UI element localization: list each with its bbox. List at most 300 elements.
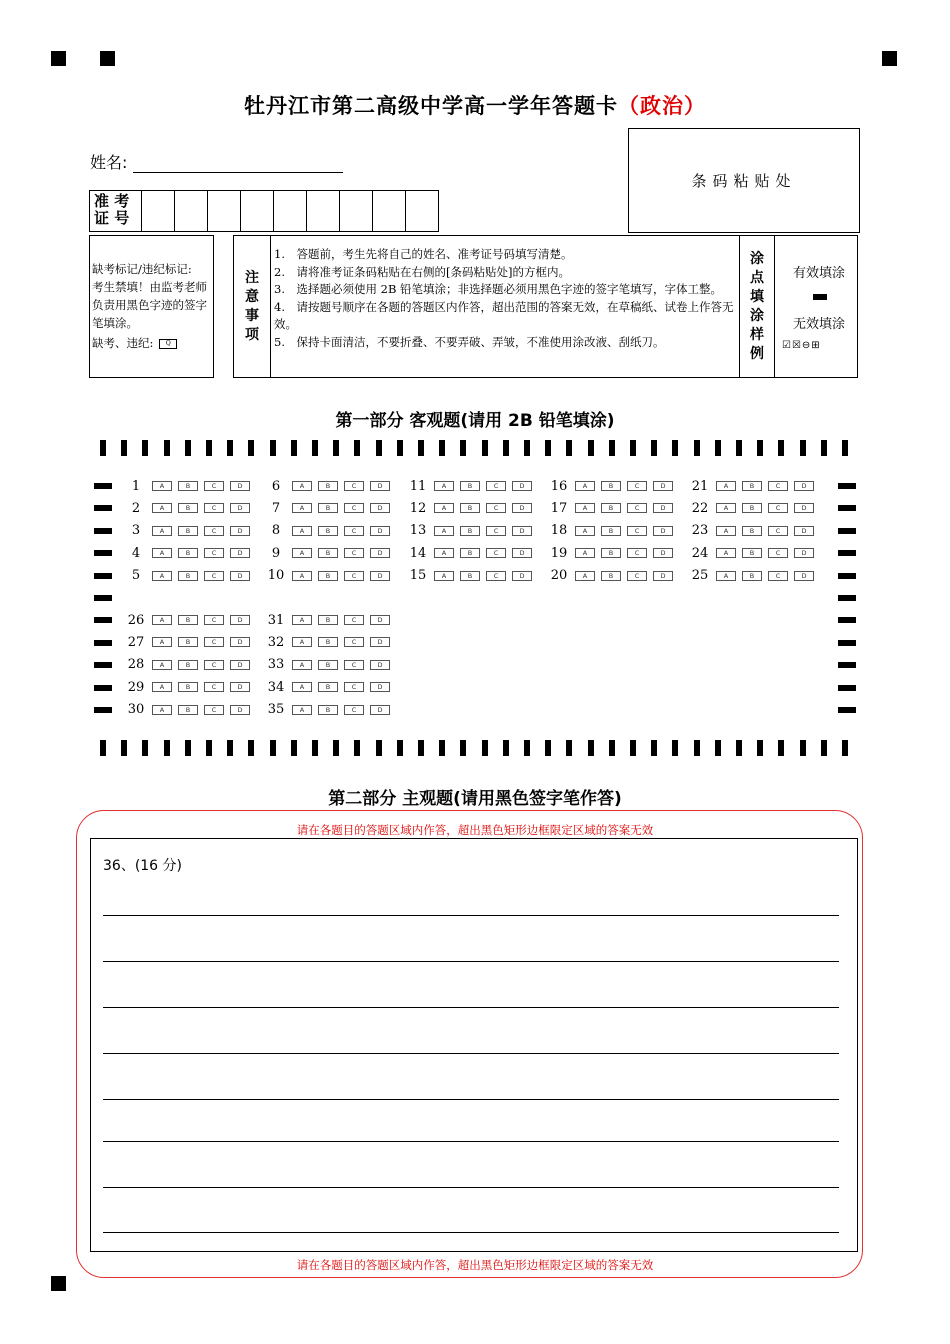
- question-number: 28: [127, 657, 145, 673]
- option-bubble-b[interactable]: B: [178, 571, 198, 581]
- question-row: [543, 546, 679, 560]
- option-bubble-d[interactable]: D: [230, 615, 250, 625]
- timing-mark: [736, 740, 742, 756]
- timing-marks-bottom: [100, 740, 852, 756]
- question-row: [543, 501, 679, 515]
- timing-mark: [651, 740, 657, 756]
- sample-label-char: 涂: [750, 307, 764, 324]
- timing-mark: [588, 740, 594, 756]
- option-bubble-a[interactable]: A: [292, 705, 312, 715]
- option-bubble-b[interactable]: B: [460, 503, 480, 513]
- option-bubble-c[interactable]: C: [344, 548, 364, 558]
- timing-mark: [397, 740, 403, 756]
- timing-mark: [694, 740, 700, 756]
- question-row: [260, 524, 396, 538]
- option-bubble-d[interactable]: D: [370, 481, 390, 491]
- option-bubble-c[interactable]: C: [486, 503, 506, 513]
- option-bubble-c[interactable]: C: [204, 660, 224, 670]
- option-bubble-d[interactable]: D: [653, 571, 673, 581]
- notice-label-char: 项: [245, 326, 259, 343]
- timing-mark: [800, 440, 806, 456]
- option-bubble-a[interactable]: A: [292, 548, 312, 558]
- option-bubble-b[interactable]: B: [318, 481, 338, 491]
- valid-fill-label: 有效填涂: [792, 266, 845, 281]
- corner-marker-top-left-2: [100, 51, 115, 66]
- subject-text: （政治）: [618, 94, 706, 118]
- timing-mark: [227, 740, 233, 756]
- absence-mark-box: [89, 235, 214, 378]
- option-bubble-b[interactable]: B: [742, 481, 762, 491]
- option-bubble-d[interactable]: D: [230, 660, 250, 670]
- timing-mark: [270, 740, 276, 756]
- page-title: [0, 90, 950, 120]
- notice-items: [274, 246, 736, 351]
- timing-mark: [609, 440, 615, 456]
- option-bubble-d[interactable]: D: [794, 526, 814, 536]
- question-number: 2: [131, 500, 141, 516]
- question-number: 13: [409, 523, 427, 539]
- timing-mark: [503, 440, 509, 456]
- option-bubble-d[interactable]: D: [794, 571, 814, 581]
- timing-mark: [354, 440, 360, 456]
- option-bubble-c[interactable]: C: [204, 526, 224, 536]
- notice-label-char: 事: [245, 307, 259, 324]
- absence-line3-row: [92, 334, 211, 352]
- option-bubble-a[interactable]: A: [575, 526, 595, 536]
- option-bubble-d[interactable]: D: [653, 503, 673, 513]
- option-bubble-c[interactable]: C: [627, 503, 647, 513]
- option-bubble-b[interactable]: B: [318, 526, 338, 536]
- answer-line: [103, 1099, 839, 1100]
- option-bubble-d[interactable]: D: [230, 682, 250, 692]
- option-bubble-a[interactable]: A: [575, 571, 595, 581]
- option-bubble-a[interactable]: A: [152, 705, 172, 715]
- option-bubble-a[interactable]: A: [716, 571, 736, 581]
- option-bubble-c[interactable]: C: [627, 571, 647, 581]
- option-bubble-d[interactable]: D: [370, 548, 390, 558]
- option-bubble-d[interactable]: D: [370, 615, 390, 625]
- question-number: 31: [267, 612, 285, 628]
- timing-mark: [842, 740, 848, 756]
- timing-mark: [524, 740, 530, 756]
- option-bubble-c[interactable]: C: [204, 503, 224, 513]
- option-bubble-d[interactable]: D: [230, 526, 250, 536]
- side-mark: [838, 505, 856, 511]
- side-mark: [94, 573, 112, 579]
- option-bubble-c[interactable]: C: [204, 481, 224, 491]
- option-bubble-c[interactable]: C: [486, 548, 506, 558]
- option-bubble-c[interactable]: C: [627, 548, 647, 558]
- option-bubble-a[interactable]: A: [152, 526, 172, 536]
- side-mark: [838, 528, 856, 534]
- side-mark: [94, 505, 112, 511]
- option-bubble-a[interactable]: A: [292, 660, 312, 670]
- option-bubble-c[interactable]: C: [768, 481, 788, 491]
- option-bubble-a[interactable]: A: [716, 503, 736, 513]
- question-row: [260, 658, 396, 672]
- question-number: 15: [409, 568, 427, 584]
- option-bubble-b[interactable]: B: [601, 571, 621, 581]
- timing-mark: [694, 440, 700, 456]
- option-bubble-b[interactable]: B: [178, 637, 198, 647]
- timing-mark: [503, 740, 509, 756]
- exam-id-cell[interactable]: [175, 191, 208, 231]
- question-number: 5: [131, 568, 141, 584]
- option-bubble-c[interactable]: C: [344, 705, 364, 715]
- option-bubble-b[interactable]: B: [178, 682, 198, 692]
- question-row: [402, 524, 538, 538]
- option-bubble-a[interactable]: A: [575, 481, 595, 491]
- timing-mark: [842, 440, 848, 456]
- option-bubble-a[interactable]: A: [152, 481, 172, 491]
- question-row: [543, 479, 679, 493]
- option-bubble-d[interactable]: D: [370, 637, 390, 647]
- timing-mark: [630, 740, 636, 756]
- option-bubble-d[interactable]: D: [230, 503, 250, 513]
- side-mark: [94, 617, 112, 623]
- option-bubble-d[interactable]: D: [512, 526, 532, 536]
- option-bubble-c[interactable]: C: [204, 682, 224, 692]
- question-row: [120, 501, 256, 515]
- exam-id-cell[interactable]: [340, 191, 373, 231]
- option-bubble-b[interactable]: B: [318, 637, 338, 647]
- name-input-line[interactable]: [133, 158, 343, 173]
- exam-id-cell[interactable]: [307, 191, 340, 231]
- timing-mark: [100, 740, 106, 756]
- option-bubble-a[interactable]: A: [152, 660, 172, 670]
- side-mark: [94, 685, 112, 691]
- exam-id-cell[interactable]: [208, 191, 241, 231]
- option-bubble-c[interactable]: C: [344, 660, 364, 670]
- option-bubble-d[interactable]: D: [370, 503, 390, 513]
- warning-bottom: 请在各题目的答题区域内作答，超出黑色矩形边框限定区域的答案无效: [296, 1258, 654, 1272]
- absence-line3: 缺考、违纪:: [92, 336, 154, 350]
- option-bubble-d[interactable]: D: [370, 660, 390, 670]
- option-bubble-b[interactable]: B: [601, 548, 621, 558]
- notice-item: 3. 选择题必须使用 2B 铅笔填涂；非选择题必须用黑色字迹的签字笔填写，字体工整。: [274, 282, 723, 296]
- option-bubble-d[interactable]: D: [370, 682, 390, 692]
- sample-label-char: 涂: [750, 250, 764, 267]
- option-bubble-c[interactable]: C: [204, 548, 224, 558]
- timing-mark: [248, 440, 254, 456]
- option-bubble-d[interactable]: D: [794, 548, 814, 558]
- option-bubble-b[interactable]: B: [178, 526, 198, 536]
- timing-mark: [100, 440, 106, 456]
- timing-mark: [736, 440, 742, 456]
- timing-mark: [185, 440, 191, 456]
- timing-mark: [206, 440, 212, 456]
- sample-label-char: 填: [750, 288, 764, 305]
- question-row: [120, 569, 256, 583]
- option-bubble-a[interactable]: A: [434, 503, 454, 513]
- option-bubble-b[interactable]: B: [601, 481, 621, 491]
- notice-item: 1. 答题前，考生先将自己的姓名、准考证号码填写清楚。: [274, 247, 573, 261]
- option-bubble-d[interactable]: D: [230, 637, 250, 647]
- option-bubble-a[interactable]: A: [152, 503, 172, 513]
- timing-mark: [312, 440, 318, 456]
- option-bubble-a[interactable]: A: [434, 526, 454, 536]
- answer-line: [103, 1232, 839, 1233]
- sample-label-char: 样: [750, 326, 764, 343]
- option-bubble-b[interactable]: B: [178, 503, 198, 513]
- timing-mark: [185, 740, 191, 756]
- option-bubble-a[interactable]: A: [292, 571, 312, 581]
- option-bubble-b[interactable]: B: [742, 526, 762, 536]
- option-bubble-c[interactable]: C: [486, 571, 506, 581]
- option-bubble-d[interactable]: D: [230, 548, 250, 558]
- option-bubble-b[interactable]: B: [178, 481, 198, 491]
- option-bubble-c[interactable]: C: [768, 548, 788, 558]
- option-bubble-c[interactable]: C: [344, 615, 364, 625]
- option-bubble-c[interactable]: C: [204, 571, 224, 581]
- option-bubble-c[interactable]: C: [627, 526, 647, 536]
- option-bubble-b[interactable]: B: [601, 526, 621, 536]
- option-bubble-d[interactable]: D: [230, 481, 250, 491]
- exam-id-cell[interactable]: [241, 191, 274, 231]
- question-row: [402, 569, 538, 583]
- option-bubble-c[interactable]: C: [344, 571, 364, 581]
- option-bubble-c[interactable]: C: [344, 682, 364, 692]
- timing-mark: [142, 440, 148, 456]
- side-mark: [94, 550, 112, 556]
- question-number: 1: [131, 478, 141, 494]
- invalid-fill-label: 无效填涂: [792, 317, 845, 332]
- timing-mark: [333, 740, 339, 756]
- question-number: 20: [550, 568, 568, 584]
- question-row: [684, 524, 820, 538]
- side-mark: [838, 595, 856, 601]
- option-bubble-b[interactable]: B: [318, 615, 338, 625]
- option-bubble-c[interactable]: C: [344, 637, 364, 647]
- question-row: [402, 546, 538, 560]
- option-bubble-d[interactable]: D: [512, 571, 532, 581]
- option-bubble-b[interactable]: B: [178, 660, 198, 670]
- timing-mark: [566, 740, 572, 756]
- option-bubble-d[interactable]: D: [370, 526, 390, 536]
- question-number: 25: [691, 568, 709, 584]
- question-row: [402, 479, 538, 493]
- option-bubble-c[interactable]: C: [627, 481, 647, 491]
- option-bubble-b[interactable]: B: [318, 660, 338, 670]
- timing-marks-top: [100, 440, 852, 456]
- option-bubble-d[interactable]: D: [370, 705, 390, 715]
- option-bubble-a[interactable]: A: [292, 637, 312, 647]
- option-bubble-a[interactable]: A: [575, 548, 595, 558]
- answer-line: [103, 1053, 839, 1054]
- option-bubble-d[interactable]: D: [653, 548, 673, 558]
- timing-mark: [376, 440, 382, 456]
- option-bubble-d[interactable]: D: [653, 481, 673, 491]
- option-bubble-a[interactable]: A: [152, 637, 172, 647]
- option-bubble-b[interactable]: B: [742, 571, 762, 581]
- question-row: [260, 703, 396, 717]
- timing-mark: [227, 440, 233, 456]
- timing-mark: [482, 740, 488, 756]
- option-bubble-a[interactable]: A: [152, 571, 172, 581]
- valid-fill-mark: [813, 294, 827, 300]
- timing-mark: [270, 440, 276, 456]
- exam-id-label: 准 考 证 号: [90, 191, 142, 231]
- option-bubble-a[interactable]: A: [292, 682, 312, 692]
- option-bubble-b[interactable]: B: [318, 705, 338, 715]
- exam-id-cell[interactable]: [373, 191, 406, 231]
- option-bubble-b[interactable]: B: [178, 705, 198, 715]
- option-bubble-a[interactable]: A: [152, 548, 172, 558]
- timing-mark: [588, 440, 594, 456]
- timing-mark: [778, 740, 784, 756]
- option-bubble-a[interactable]: A: [575, 503, 595, 513]
- option-bubble-c[interactable]: C: [486, 526, 506, 536]
- answer-line: [103, 1187, 839, 1188]
- option-bubble-c[interactable]: C: [768, 503, 788, 513]
- question-row: [684, 569, 820, 583]
- timing-mark: [821, 440, 827, 456]
- option-bubble-b[interactable]: B: [318, 548, 338, 558]
- timing-mark: [630, 440, 636, 456]
- option-bubble-d[interactable]: D: [230, 705, 250, 715]
- option-bubble-b[interactable]: B: [460, 548, 480, 558]
- option-bubble-c[interactable]: C: [204, 705, 224, 715]
- timing-mark: [291, 740, 297, 756]
- timing-mark: [524, 440, 530, 456]
- option-bubble-a[interactable]: A: [434, 481, 454, 491]
- timing-mark: [545, 740, 551, 756]
- option-bubble-b[interactable]: B: [742, 548, 762, 558]
- question-number: 23: [691, 523, 709, 539]
- question-row: [120, 635, 256, 649]
- option-bubble-d[interactable]: D: [794, 503, 814, 513]
- absence-mark-checkbox[interactable]: Q: [159, 339, 177, 349]
- name-label: 姓名:: [90, 153, 128, 172]
- question-number: 8: [271, 523, 281, 539]
- question-row: [260, 635, 396, 649]
- option-bubble-a[interactable]: A: [292, 615, 312, 625]
- question-row: [260, 479, 396, 493]
- corner-marker-top-left-1: [51, 51, 66, 66]
- question-number: 21: [691, 478, 709, 494]
- option-bubble-a[interactable]: A: [434, 548, 454, 558]
- option-bubble-d[interactable]: D: [512, 481, 532, 491]
- option-bubble-d[interactable]: D: [370, 571, 390, 581]
- option-bubble-c[interactable]: C: [344, 481, 364, 491]
- option-bubble-d[interactable]: D: [512, 503, 532, 513]
- sample-label: [740, 236, 775, 377]
- sample-label-char: 点: [750, 269, 764, 286]
- question-number: 6: [271, 478, 281, 494]
- side-mark: [94, 707, 112, 713]
- option-bubble-d[interactable]: D: [512, 548, 532, 558]
- side-mark: [838, 685, 856, 691]
- question-number: 29: [127, 679, 145, 695]
- timing-mark: [482, 440, 488, 456]
- option-bubble-a[interactable]: A: [716, 526, 736, 536]
- option-bubble-b[interactable]: B: [601, 503, 621, 513]
- question-number: 7: [271, 500, 281, 516]
- option-bubble-a[interactable]: A: [716, 548, 736, 558]
- timing-mark: [800, 740, 806, 756]
- timing-mark: [672, 740, 678, 756]
- notice-label-char: 意: [245, 288, 259, 305]
- question-row: [120, 546, 256, 560]
- option-bubble-b[interactable]: B: [460, 571, 480, 581]
- exam-id-cell[interactable]: [406, 191, 438, 231]
- timing-mark: [333, 440, 339, 456]
- option-bubble-d[interactable]: D: [230, 571, 250, 581]
- question-number: 24: [691, 545, 709, 561]
- option-bubble-b[interactable]: B: [178, 548, 198, 558]
- answer-box-q36[interactable]: [90, 838, 858, 1252]
- option-bubble-b[interactable]: B: [318, 682, 338, 692]
- notice-item: 2. 请将准考证条码粘贴在右侧的[条码粘贴处]的方框内。: [274, 264, 570, 279]
- option-bubble-a[interactable]: A: [292, 481, 312, 491]
- option-bubble-c[interactable]: C: [204, 637, 224, 647]
- question-row: [260, 501, 396, 515]
- timing-mark: [715, 440, 721, 456]
- timing-mark: [397, 440, 403, 456]
- question-number: 18: [550, 523, 568, 539]
- absence-line2: 考生禁填！由监考老师负责用黑色字迹的签字笔填涂。: [92, 280, 207, 330]
- question-number: 35: [267, 702, 285, 718]
- option-bubble-d[interactable]: D: [794, 481, 814, 491]
- option-bubble-a[interactable]: A: [434, 571, 454, 581]
- option-bubble-c[interactable]: C: [344, 503, 364, 513]
- option-bubble-b[interactable]: B: [460, 481, 480, 491]
- option-bubble-c[interactable]: C: [344, 526, 364, 536]
- option-bubble-a[interactable]: A: [716, 481, 736, 491]
- question-number: 3: [131, 523, 141, 539]
- option-bubble-b[interactable]: B: [318, 503, 338, 513]
- option-bubble-a[interactable]: A: [152, 682, 172, 692]
- sample-label-char: 例: [750, 345, 764, 362]
- notice-label: [234, 236, 271, 377]
- option-bubble-d[interactable]: D: [653, 526, 673, 536]
- timing-mark: [439, 440, 445, 456]
- warning-top: 请在各题目的答题区域内作答，超出黑色矩形边框限定区域的答案无效: [296, 823, 654, 837]
- option-bubble-c[interactable]: C: [768, 526, 788, 536]
- side-mark: [838, 617, 856, 623]
- option-bubble-b[interactable]: B: [318, 571, 338, 581]
- option-bubble-a[interactable]: A: [292, 526, 312, 536]
- option-bubble-c[interactable]: C: [204, 615, 224, 625]
- option-bubble-c[interactable]: C: [486, 481, 506, 491]
- option-bubble-a[interactable]: A: [292, 503, 312, 513]
- question-row: [120, 658, 256, 672]
- option-bubble-b[interactable]: B: [178, 615, 198, 625]
- timing-mark: [651, 440, 657, 456]
- timing-mark: [566, 440, 572, 456]
- side-mark: [94, 528, 112, 534]
- timing-mark: [418, 740, 424, 756]
- option-bubble-b[interactable]: B: [460, 526, 480, 536]
- answer-line: [103, 1007, 839, 1008]
- option-bubble-c[interactable]: C: [768, 571, 788, 581]
- answer-line: [103, 961, 839, 962]
- side-mark: [838, 573, 856, 579]
- part2-title: 第二部分 主观题(请用黑色签字笔作答): [328, 789, 622, 809]
- question-row: [684, 479, 820, 493]
- exam-id-cell[interactable]: [142, 191, 175, 231]
- invalid-fill-marks: ☑☒⊖⊞: [782, 340, 821, 351]
- timing-mark: [545, 440, 551, 456]
- exam-id-cell[interactable]: [274, 191, 307, 231]
- option-bubble-b[interactable]: B: [742, 503, 762, 513]
- notice-item: 5. 保持卡面清洁，不要折叠、不要弄破、弄皱，不准使用涂改液、刮纸刀。: [274, 334, 665, 349]
- question-number: 4: [131, 545, 141, 561]
- option-bubble-a[interactable]: A: [152, 615, 172, 625]
- side-mark: [838, 640, 856, 646]
- timing-mark: [460, 740, 466, 756]
- question-row: [543, 524, 679, 538]
